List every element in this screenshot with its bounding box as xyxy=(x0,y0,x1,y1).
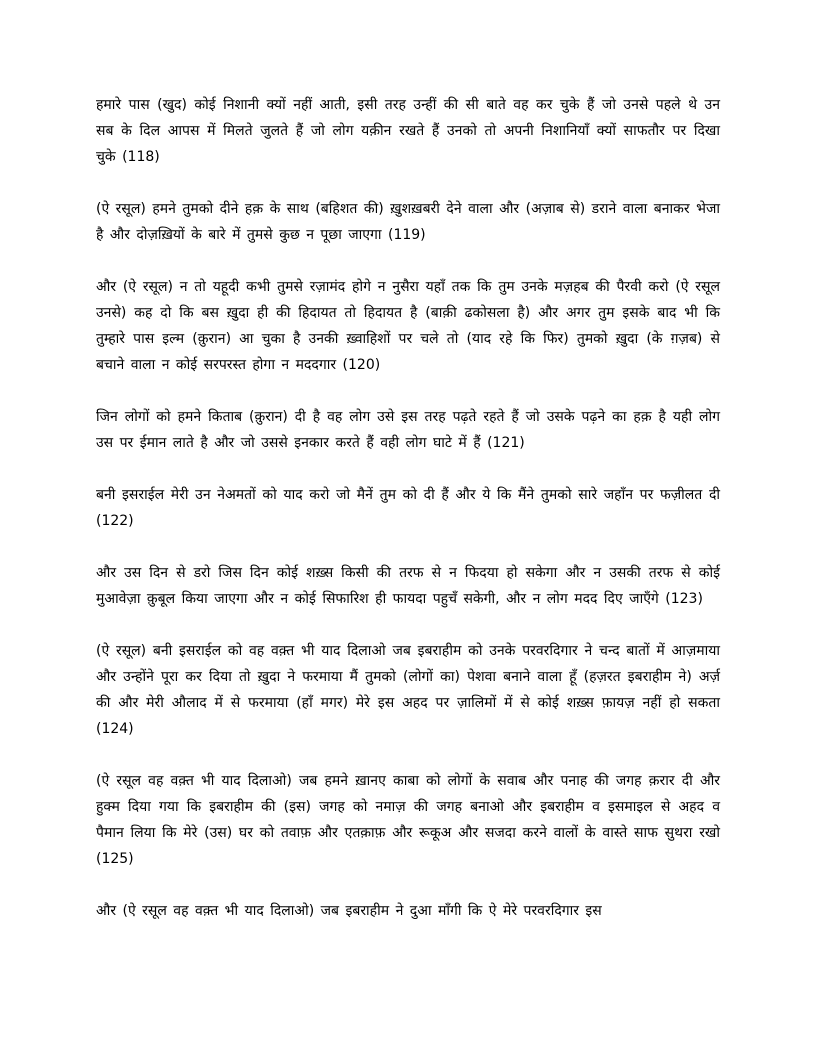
document-body xyxy=(96,92,720,950)
paragraph-verse-123: और उस दिन से डरो जिस दिन कोई शख़्स किसी की तरफ से न फिदया हो सकेगा और न उसकी तरफ से कोई मुआवेज़ा क़ुबूल किया जाएगा और न कोई सिफारिश ही फायदा पहुचँ सकेगी, और न लोग मदद दिए जाएँगे (123) xyxy=(96,565,720,607)
paragraph-verse-119: (ऐ रसूल) हमने तुमको दीने हक़ के साथ (बहिशत की) ख़ुशख़बरी देने वाला और (अज़ाब से) डराने वाला बनाकर भेजा है और दोज़ख़ियों के बारे में तुमसे कुछ न पूछा जाएगा (119) xyxy=(96,201,720,243)
paragraph-verse-126-partial: और (ऐ रसूल वह वक़्त भी याद दिलाओ) जब इबराहीम ने दुआ माँगी कि ऐ मेरे परवरदिगार इस xyxy=(96,903,602,919)
paragraph-verse-118: हमारे पास (खुद) कोई निशानी क्यों नहीं आती, इसी तरह उन्हीं की सी बाते वह कर चुके हैं जो उनसे पहले थे उन सब के दिल आपस में मिलते जुलते हैं जो लोग यक़ीन रखते हैं उनको तो अपनी निशानियाँ क्यों साफतौर पर दिखा चुके (118) xyxy=(96,97,720,165)
paragraph-verse-120: और (ऐ रसूल) न तो यहूदी कभी तुमसे रज़ामंद होगे न नुसैरा यहाँ तक कि तुम उनके मज़हब की पैरवी करो (ऐ रसूल उनसे) कह दो कि बस ख़ुदा ही की हिदायत तो हिदायत है (बाक़ी ढकोसला है) और अगर तुम इसके बाद भी कि तुम्हारे पास इल्म (क़ुरान) आ चुका है उनकी ख़्वाहिशों पर चले तो (याद रहे कि फिर) तुमको ख़ुदा (के ग़ज़ब) से बचाने वाला न कोई सरपरस्त होगा न मददगार (120) xyxy=(96,279,720,373)
paragraph-verse-121: जिन लोगों को हमने किताब (क़ुरान) दी है वह लोग उसे इस तरह पढ़ते रहते हैं जो उसके पढ़ने का हक़ है यही लोग उस पर ईमान लाते है और जो उससे इनकार करते हैं वही लोग घाटे में हैं (121) xyxy=(96,409,720,451)
paragraph-verse-122: बनी इसराईल मेरी उन नेअमतों को याद करो जो मैनें तुम को दी हैं और ये कि मैंने तुमको सारे जहाँन पर फज़ीलत दी (122) xyxy=(96,487,720,529)
paragraph-verse-125: (ऐ रसूल वह वक़्त भी याद दिलाओ) जब हमने ख़ानए काबा को लोगों के सवाब और पनाह की जगह क़रार दी और हुक्म दिया गया कि इबराहीम की (इस) जगह को नमाज़ की जगह बनाओ और इबराहीम व इसमाइल से अहद व पैमान लिया कि मेरे (उस) घर को तवाफ़ और एतक़ाफ़ और रूकूअ और सजदा करने वालों के वास्ते साफ सुथरा रखो (125) xyxy=(96,773,720,867)
paragraph-verse-124: (ऐ रसूल) बनी इसराईल को वह वक़्त भी याद दिलाओ जब इबराहीम को उनके परवरदिगार ने चन्द बातों में आज़माया और उन्होंने पूरा कर दिया तो ख़ुदा ने फरमाया मैं तुमको (लोगों का) पेशवा बनाने वाला हूँ (हज़रत इबराहीम ने) अर्ज़ की और मेरी औलाद में से फरमाया (हाँ मगर) मेरे इस अहद पर ज़ालिमों में से कोई शख़्स फ़ायज़ नहीं हो सकता (124) xyxy=(96,643,720,737)
